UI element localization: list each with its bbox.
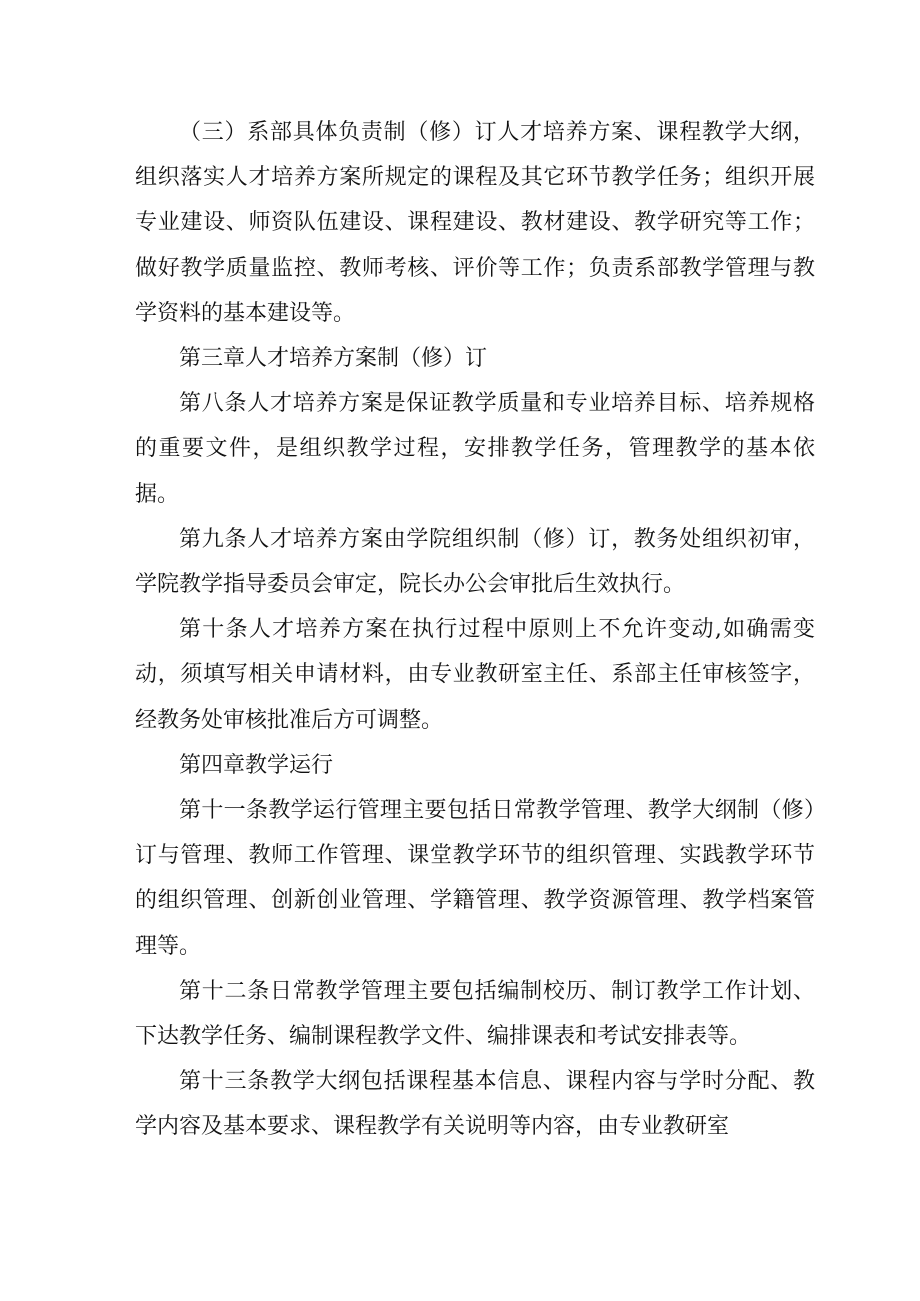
paragraph-article-11: 第十一条教学运行管理主要包括日常教学管理、教学大纲制（修）订与管理、教师工作管理、课堂教学环节的组织管理、实践教学环节的组织管理、创新创业管理、学籍管理、教学资源管理、教学档案管理等。 [135, 798, 815, 959]
paragraph-department-duties: （三）系部具体负责制（修）订人才培养方案、课程教学大纲，组织落实人才培养方案所规定的课程及其它环节教学任务；组织开展专业建设、师资队伍建设、课程建设、教材建设、教学研究等工作；做好教学质量监控、教师考核、评价等工作；负责系部教学管理与教学资料的基本建设等。 [135, 120, 815, 326]
chapter-heading-4: 第四章教学运行 [179, 752, 334, 778]
paragraph-article-9: 第九条人才培养方案由学院组织制（修）订，教务处组织初审，学院教学指导委员会审定，院长办公会审批后生效执行。 [135, 526, 815, 598]
paragraph-article-8: 第八条人才培养方案是保证教学质量和专业培养目标、培养规格的重要文件，是组织教学过程，安排教学任务，管理教学的基本依据。 [135, 391, 815, 507]
paragraph-article-13: 第十三条教学大纲包括课程基本信息、课程内容与学时分配、教学内容及基本要求、课程教学有关说明等内容，由专业教研室 [135, 1069, 815, 1140]
paragraph-article-10: 第十条人才培养方案在执行过程中原则上不允许变动,如确需变动，须填写相关申请材料，由专业教研室主任、系部主任审核签字，经教务处审核批准后方可调整。 [135, 617, 815, 733]
document-body [135, 110, 815, 1150]
chapter-heading-3: 第三章人才培养方案制（修）订 [179, 346, 488, 372]
paragraph-article-12: 第十二条日常教学管理主要包括编制校历、制订教学工作计划、下达教学任务、编制课程教学文件、编排课表和考试安排表等。 [135, 978, 815, 1050]
